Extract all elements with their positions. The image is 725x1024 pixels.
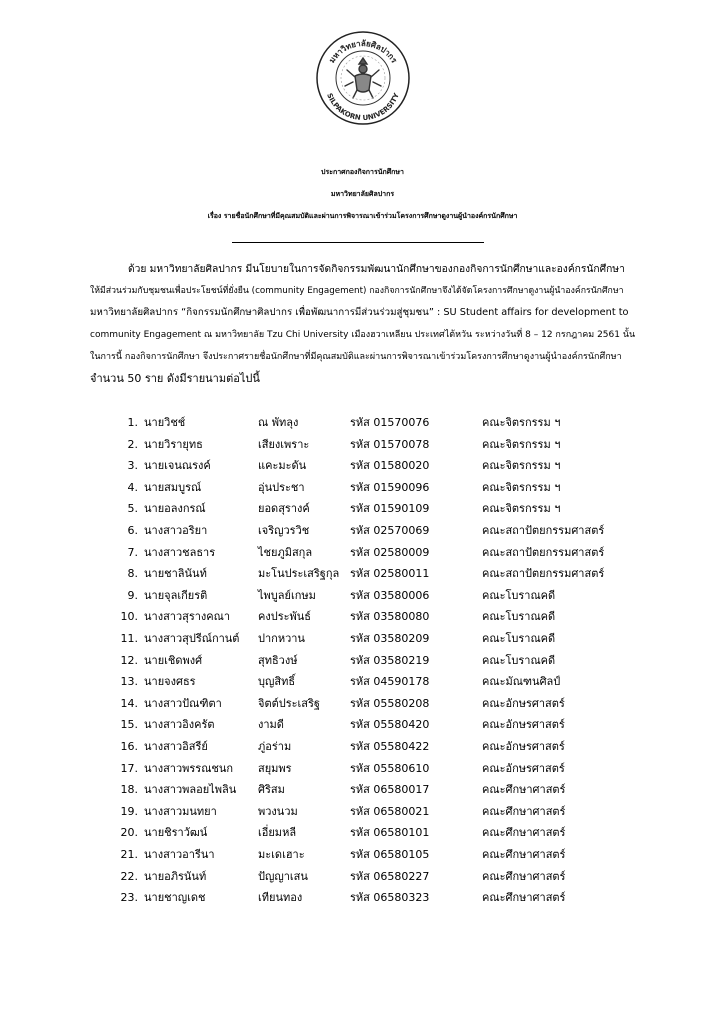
announcement-subject: เรื่อง รายชื่อนักศึกษาที่มีคุณสมบัติและผ่านการพิจารณาเข้าร่วมโครงการศึกษาดูงานผู้นำองค์กรนักศึกษา [207,212,518,220]
student-number: 12. [120,653,138,667]
student-id-prefix: รหัส [350,588,370,602]
student-faculty: คณะศึกษาศาสตร์ [482,869,566,883]
student-first-name: นายเจนณรงค์ [144,459,211,473]
student-id-prefix: รหัส [350,826,370,840]
student-last-name: ปากหวาน [258,632,305,645]
student-first-name: นายจงศธร [144,675,196,689]
student-number: 2. [127,437,138,451]
student-id-number: 06580021 [373,804,430,818]
student-id [350,650,429,672]
student-last-name: ยอดสุรางค์ [258,502,310,516]
student-faculty: คณะจิตรกรรม ฯ [482,459,561,473]
list-item [0,714,725,736]
student-number: 8. [127,567,138,581]
list-item [0,628,725,650]
student-faculty: คณะจิตรกรรม ฯ [482,480,561,494]
svg-text:SILPAKORN UNIVERSITY [325,91,401,122]
student-number: 10. [120,610,138,624]
seal-text-top: มหาวิทยาลัยศิลปากร [327,38,399,65]
student-faculty: คณะโบราณคดี [482,653,556,667]
student-id [350,520,429,542]
student-first-name: นางสาวอารีนา [144,848,215,861]
student-faculty: คณะศึกษาศาสตร์ [482,783,566,797]
student-last-name: มะเดเฮาะ [258,848,305,861]
student-id-number: 02580011 [373,567,430,581]
student-number: 9. [127,588,138,602]
title-underline [232,242,484,243]
student-id [350,822,429,844]
body-line-5: ในการนี้ กองกิจการนักศึกษา จึงประกาศรายชื่อนักศึกษาที่มีคุณสมบัติและผ่านการพิจารณาเข้าร่วมโครงการศึกษาดูงานผู้นำองค์กรนักศึกษา [90,352,622,362]
silpakorn-university-seal-icon [315,30,411,126]
body-line-4: community Engagement ณ มหาวิทยาลัย Tzu Chi University เมืองฮวาเหลียน ประเทศไต้หวัน ระหว่างวันที่ 8 – 12 กรกฎาคม 2561 นั้น [90,330,636,340]
student-last-name: ศิริสม [258,783,285,797]
student-last-name: ณ พัทลุง [258,416,299,429]
student-id-number: 03580080 [373,610,430,624]
list-item [0,758,725,780]
seal-text-bottom: SILPAKORN UNIVERSITY [325,92,401,123]
student-first-name: นางสาวสุปรีณ์กานต์ [144,632,240,645]
student-id-prefix: รหัส [350,545,370,559]
student-last-name: อุ่นประชา [258,480,305,494]
student-id-number: 01570076 [373,416,430,429]
student-faculty: คณะศึกษาศาสตร์ [482,804,566,818]
list-item [0,693,725,715]
student-id-prefix: รหัส [350,524,370,537]
list-item [0,434,725,456]
student-id-prefix: รหัส [350,804,370,818]
student-id-number: 05580422 [373,740,430,753]
student-id-number: 06580017 [373,783,430,797]
student-faculty: คณะอักษรศาสตร์ [482,761,565,775]
student-id-number: 04590178 [373,675,430,689]
student-faculty: คณะอักษรศาสตร์ [482,740,565,753]
student-last-name: จิตต์ประเสริฐ [258,696,320,710]
student-faculty: คณะโบราณคดี [482,632,556,645]
student-last-name: ปัญญาเสน [258,869,308,883]
student-faculty: คณะสถาปัตยกรรมศาสตร์ [482,567,605,581]
student-number: 7. [127,545,138,559]
student-number: 18. [120,783,138,797]
list-item [0,736,725,758]
student-faculty: คณะอักษรศาสตร์ [482,718,565,732]
student-id [350,606,429,628]
student-id-prefix: รหัส [350,696,370,710]
list-item [0,866,725,888]
student-id-prefix: รหัส [350,632,370,645]
student-id [350,542,429,564]
student-number: 13. [120,675,138,689]
student-number: 22. [120,869,138,883]
student-id-number: 03580209 [373,632,430,645]
student-last-name: ภู่อร่าม [258,740,292,753]
announcement-title: ประกาศกองกิจการนักศึกษา [321,168,404,176]
student-number: 5. [127,502,138,516]
student-first-name: นายจุลเกียรติ [144,588,208,602]
student-first-name: นางสาวมนทยา [144,804,217,818]
list-item [0,498,725,520]
student-first-name: นางสาวพลอยไพลิน [144,783,237,797]
student-id [350,498,429,520]
student-faculty: คณะศึกษาศาสตร์ [482,826,566,840]
student-last-name: สุทธิวงษ์ [258,653,298,667]
student-number: 20. [120,826,138,840]
student-first-name: นายเชิดพงศ์ [144,653,203,667]
student-number: 14. [120,696,138,710]
student-id-number: 06580101 [373,826,430,840]
student-faculty: คณะโบราณคดี [482,588,556,602]
student-number: 21. [120,848,138,861]
list-item [0,585,725,607]
student-id-prefix: รหัส [350,783,370,797]
student-id [350,585,429,607]
student-number: 19. [120,804,138,818]
student-id-prefix: รหัส [350,675,370,689]
student-number: 1. [127,416,138,429]
student-first-name: นายอภิรนันท์ [144,869,207,883]
student-last-name: ไพบูลย์เกษม [258,588,316,602]
student-id-prefix: รหัส [350,761,370,775]
student-id-prefix: รหัส [350,416,370,429]
student-id-number: 06580227 [373,869,430,883]
student-first-name: นายอลงกรณ์ [144,502,206,516]
list-item [0,542,725,564]
student-id [350,477,429,499]
student-last-name: เทียนทอง [258,891,303,905]
student-first-name: นายชิราวัฒน์ [144,826,208,840]
student-first-name: นายชาลินันท์ [144,567,207,581]
student-id [350,736,429,758]
student-id-number: 06580323 [373,891,430,905]
student-faculty: คณะอักษรศาสตร์ [482,696,565,710]
student-id [350,887,429,909]
student-id [350,412,429,434]
student-last-name: มะโนประเสริฐกุล [258,567,340,581]
student-first-name: นางสาวอิสรีย์ [144,740,208,753]
student-id-prefix: รหัส [350,718,370,732]
student-number: 6. [127,524,138,537]
student-id [350,758,429,780]
student-id-prefix: รหัส [350,848,370,861]
student-id-prefix: รหัส [350,459,370,473]
student-first-name: นางสาวอริยา [144,524,208,537]
student-number: 4. [127,480,138,494]
student-id [350,671,429,693]
student-id [350,866,429,888]
student-id-number: 03580006 [373,588,430,602]
list-item [0,822,725,844]
student-number: 11. [120,632,138,645]
body-line-2: ให้มีส่วนร่วมกับชุมชนเพื่อประโยชน์ที่ยั่งยืน (community Engagement) กองกิจการนักศึกษาจึงได้จัดโครงการศึกษาดูงานผู้นำองค์กรนักศึกษา [90,286,624,296]
student-first-name: นางสาวชลธาร [144,545,216,559]
student-id-number: 03580219 [373,653,430,667]
student-id-number: 01590109 [373,502,430,516]
student-number: 17. [120,761,138,775]
student-faculty: คณะจิตรกรรม ฯ [482,437,561,451]
student-id-number: 05580420 [373,718,430,732]
student-id-number: 01570078 [373,437,430,451]
student-last-name: งามดี [258,718,284,732]
student-faculty: คณะศึกษาศาสตร์ [482,848,566,861]
student-id-prefix: รหัส [350,437,370,451]
student-id-prefix: รหัส [350,653,370,667]
student-id-number: 06580105 [373,848,430,861]
student-id [350,434,429,456]
student-faculty: คณะจิตรกรรม ฯ [482,416,561,429]
student-id-number: 01580020 [373,459,430,473]
student-id-prefix: รหัส [350,480,370,494]
list-item [0,563,725,585]
student-number: 23. [120,891,138,905]
student-last-name: แคะมะดัน [258,459,307,473]
student-last-name: เสียงเพราะ [258,437,310,451]
student-id-number: 02570069 [373,524,430,537]
student-first-name: นายสมบูรณ์ [144,480,202,494]
student-id-prefix: รหัส [350,891,370,905]
list-item [0,520,725,542]
student-number: 15. [120,718,138,732]
student-id-number: 05580610 [373,761,430,775]
student-id [350,801,429,823]
student-last-name: เอี่ยมหลี [258,826,297,840]
student-id [350,844,429,866]
student-first-name: นายชาญเดช [144,891,206,905]
student-faculty: คณะสถาปัตยกรรมศาสตร์ [482,545,605,559]
student-id [350,779,429,801]
student-id [350,455,429,477]
student-last-name: สยุมพร [258,761,292,775]
student-id-number: 02580009 [373,545,430,559]
body-line-1: ด้วย มหาวิทยาลัยศิลปากร มีนโยบายในการจัดกิจกรรมพัฒนานักศึกษาของกองกิจการนักศึกษาและองค์กรนักศึกษา [128,263,625,275]
student-id-prefix: รหัส [350,610,370,624]
student-id [350,563,429,585]
list-item [0,801,725,823]
student-number: 16. [120,740,138,753]
list-item [0,887,725,909]
university-name: มหาวิทยาลัยศิลปากร [330,190,395,198]
student-first-name: นายวิชช์ [144,416,186,429]
student-last-name: ไชยภูมิสกุล [258,545,313,559]
student-last-name: พวงนวม [258,804,298,818]
list-item [0,779,725,801]
list-item [0,671,725,693]
student-first-name: นางสาวปัณฑิตา [144,696,222,710]
list-item [0,844,725,866]
body-line-6: จำนวน 50 ราย ดังมีรายนามต่อไปนี้ [90,372,260,385]
student-id [350,693,429,715]
student-last-name: คงประพันธ์ [258,610,312,624]
list-item [0,650,725,672]
student-faculty: คณะโบราณคดี [482,610,556,624]
student-id-number: 01590096 [373,480,430,494]
student-id-prefix: รหัส [350,740,370,753]
student-id-prefix: รหัส [350,502,370,516]
student-id [350,628,429,650]
student-id-prefix: รหัส [350,567,370,581]
student-id [350,714,429,736]
student-faculty: คณะศึกษาศาสตร์ [482,891,566,905]
student-first-name: นางสาวอิงครัต [144,718,215,732]
student-faculty: คณะจิตรกรรม ฯ [482,502,561,516]
student-first-name: นางสาวสุรางคณา [144,610,231,624]
student-first-name: นางสาวพรรณชนก [144,761,234,775]
student-faculty: คณะมัณฑนศิลป์ [482,675,561,689]
list-item [0,455,725,477]
list-item [0,412,725,434]
student-last-name: เจริญวรวิช [258,524,310,537]
body-line-3: มหาวิทยาลัยศิลปากร “กิจกรรมนักศึกษาศิลปากร เพื่อพัฒนาการมีส่วนร่วมสู่ชุมชน” : SU Student affairs for development to [90,307,629,318]
student-last-name: บุญสิทธิ์ [258,675,296,689]
student-number: 3. [127,459,138,473]
student-id-number: 05580208 [373,696,430,710]
student-faculty: คณะสถาปัตยกรรมศาสตร์ [482,524,605,537]
list-item [0,606,725,628]
student-first-name: นายวิรายุทธ [144,437,203,451]
list-item [0,477,725,499]
student-id-prefix: รหัส [350,869,370,883]
